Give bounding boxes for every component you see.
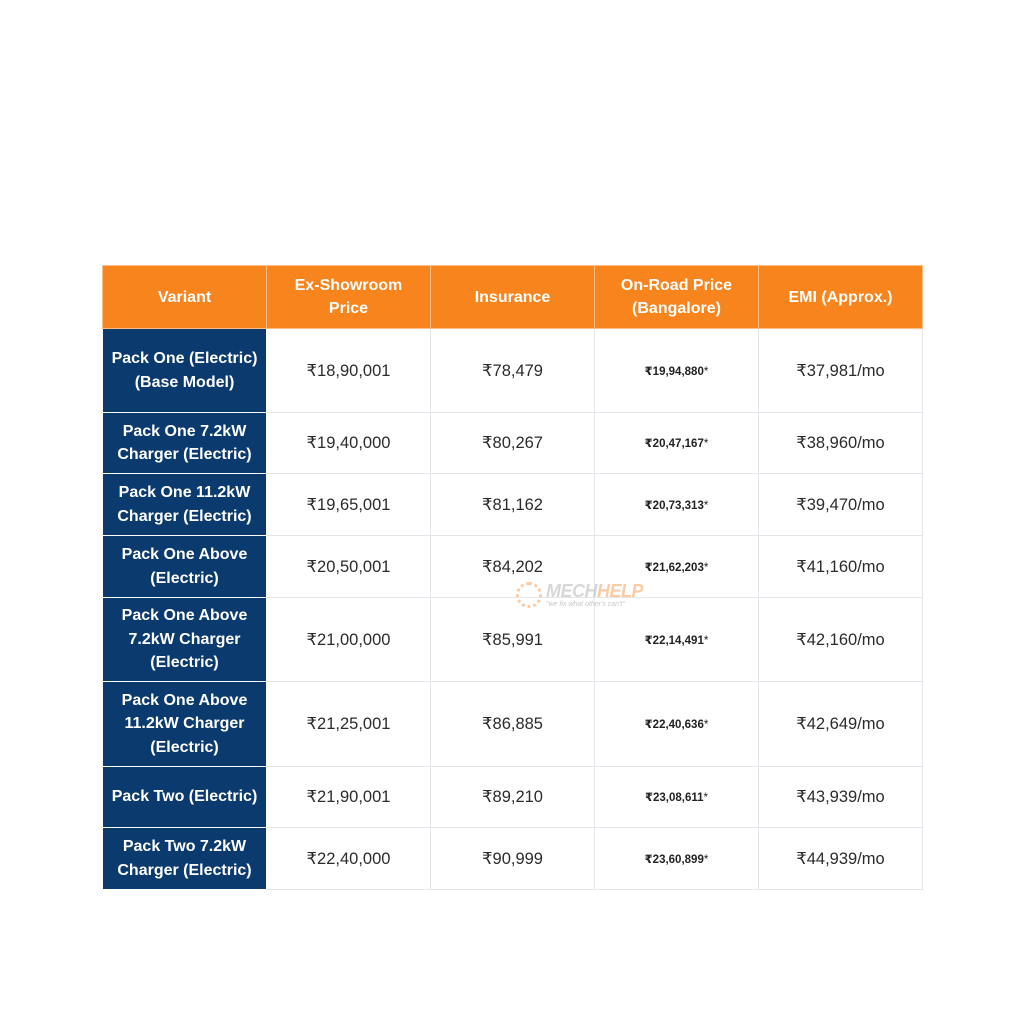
on-road-asterisk: * — [703, 792, 708, 804]
on-road-asterisk: * — [703, 499, 709, 512]
variant-cell: Pack One Above 7.2kW Charger (Electric) — [103, 598, 267, 682]
on-road-asterisk: * — [703, 853, 709, 866]
insurance-cell: ₹81,162 — [431, 474, 595, 536]
emi-cell: ₹41,160/mo — [759, 536, 923, 598]
on-road-asterisk: * — [703, 634, 709, 647]
emi-cell: ₹37,981/mo — [759, 329, 923, 413]
ex-showroom-cell: ₹20,50,001 — [267, 536, 431, 598]
on-road-asterisk: * — [703, 561, 709, 574]
variant-cell: Pack One 11.2kW Charger (Electric) — [103, 474, 267, 536]
insurance-cell: ₹89,210 — [431, 767, 595, 828]
on-road-value: ₹19,94,880 — [644, 365, 704, 378]
ex-showroom-cell: ₹22,40,000 — [267, 828, 431, 890]
header-on-road: On-Road Price (Bangalore) — [595, 266, 759, 329]
on-road-value: ₹20,47,167 — [644, 438, 704, 450]
on-road-cell — [595, 413, 759, 474]
header-row — [103, 266, 923, 329]
header-emi: EMI (Approx.) — [759, 266, 923, 329]
ex-showroom-cell: ₹19,40,000 — [267, 413, 431, 474]
insurance-cell: ₹80,267 — [431, 413, 595, 474]
emi-cell: ₹39,470/mo — [759, 474, 923, 536]
on-road-value: ₹20,73,313 — [644, 499, 704, 512]
variant-cell: Pack One (Electric) (Base Model) — [103, 329, 267, 413]
table-row — [103, 682, 923, 767]
price-table — [102, 265, 923, 890]
on-road-cell — [595, 329, 759, 413]
variant-cell: Pack Two (Electric) — [103, 767, 267, 828]
on-road-cell — [595, 828, 759, 890]
table-row — [103, 413, 923, 474]
ex-showroom-cell: ₹19,65,001 — [267, 474, 431, 536]
insurance-cell: ₹85,991 — [431, 598, 595, 682]
emi-cell: ₹42,649/mo — [759, 682, 923, 767]
insurance-cell: ₹78,479 — [431, 329, 595, 413]
on-road-cell — [595, 767, 759, 828]
on-road-cell — [595, 474, 759, 536]
ex-showroom-cell: ₹21,90,001 — [267, 767, 431, 828]
watermark-brand-mech: MECH — [546, 581, 597, 601]
variant-cell: Pack Two 7.2kW Charger (Electric) — [103, 828, 267, 890]
on-road-asterisk: * — [703, 438, 709, 450]
on-road-asterisk: * — [703, 365, 709, 378]
ex-showroom-cell: ₹21,00,000 — [267, 598, 431, 682]
header-variant: Variant — [103, 266, 267, 329]
on-road-value: ₹23,60,899 — [644, 853, 704, 866]
on-road-asterisk: * — [703, 719, 709, 731]
insurance-cell: ₹90,999 — [431, 828, 595, 890]
emi-cell: ₹43,939/mo — [759, 767, 923, 828]
table-row — [103, 767, 923, 828]
on-road-value: ₹22,40,636 — [644, 719, 704, 731]
ex-showroom-cell: ₹21,25,001 — [267, 682, 431, 767]
watermark-tagline: "we fix what other's can't" — [546, 601, 625, 608]
on-road-cell — [595, 598, 759, 682]
insurance-cell: ₹84,202 — [431, 536, 595, 598]
watermark-brand-help: HELP — [597, 581, 644, 601]
emi-cell: ₹38,960/mo — [759, 413, 923, 474]
on-road-value: ₹21,62,203 — [644, 561, 704, 574]
emi-cell: ₹42,160/mo — [759, 598, 923, 682]
price-table-container — [102, 265, 922, 890]
table-row — [103, 828, 923, 890]
on-road-cell — [595, 682, 759, 767]
header-ex-showroom: Ex-Showroom Price — [267, 266, 431, 329]
on-road-value: ₹22,14,491 — [644, 634, 704, 647]
on-road-value: ₹23,08,611 — [644, 792, 704, 804]
emi-cell: ₹44,939/mo — [759, 828, 923, 890]
table-row — [103, 598, 923, 682]
variant-cell: Pack One Above (Electric) — [103, 536, 267, 598]
header-insurance: Insurance — [431, 266, 595, 329]
on-road-cell — [595, 536, 759, 598]
table-row — [103, 474, 923, 536]
table-row — [103, 329, 923, 413]
insurance-cell: ₹86,885 — [431, 682, 595, 767]
variant-cell: Pack One 7.2kW Charger (Electric) — [103, 413, 267, 474]
table-row — [103, 536, 923, 598]
ex-showroom-cell: ₹18,90,001 — [267, 329, 431, 413]
variant-cell: Pack One Above 11.2kW Charger (Electric) — [103, 682, 267, 767]
